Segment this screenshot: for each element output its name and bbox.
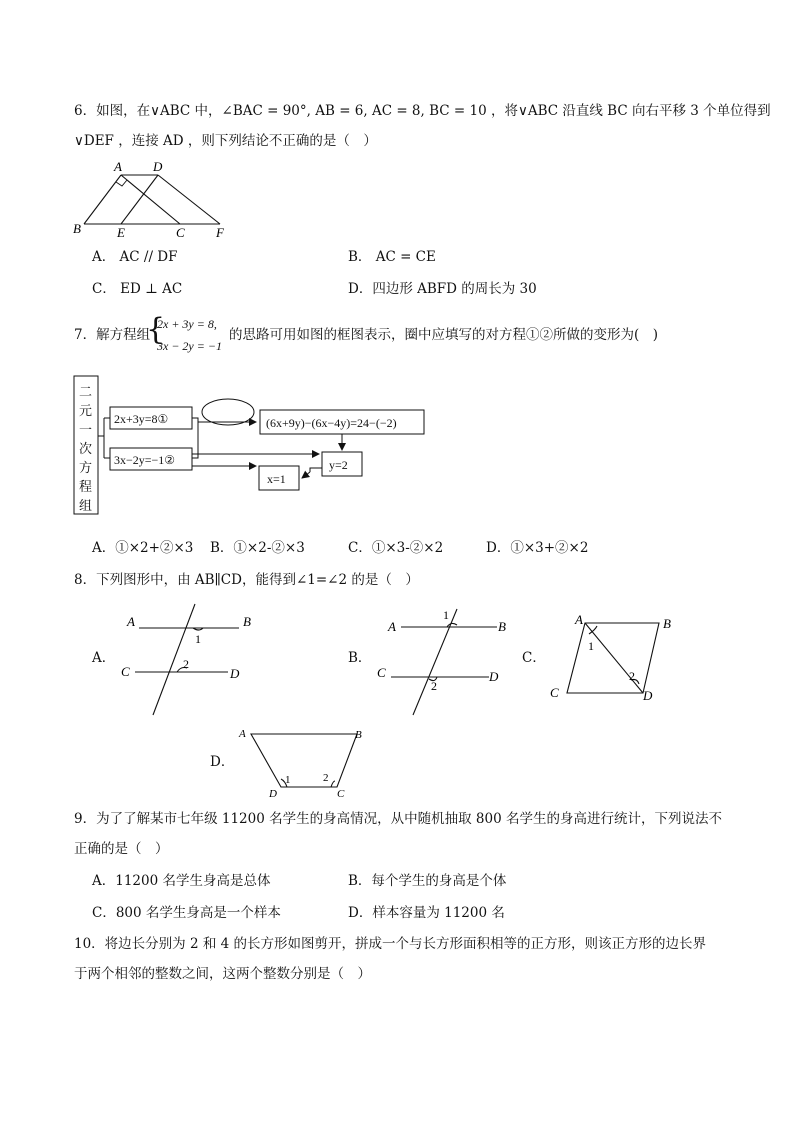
q7-suffix: 的思路可用如图的框图表示，圈中应填写的对方程①②所做的变形为( ) <box>229 327 659 343</box>
q8a-label-b: B <box>243 614 251 629</box>
q8b-angle-2: 2 <box>431 679 437 693</box>
q7-title-char-2: 元 <box>79 403 93 418</box>
q9-option-b: B．每个学生的身高是个体 <box>348 873 507 889</box>
q8c-label-c: C <box>550 685 559 700</box>
q8a-label-c: C <box>121 664 130 679</box>
q7-title-char-3: 一 <box>79 422 93 437</box>
q6-option-c: C． ED ⊥ AC <box>92 281 183 297</box>
q7-title-char-6: 程 <box>79 479 93 494</box>
q8b-label-a: A <box>388 619 396 634</box>
q8d-label-d: D <box>269 788 277 800</box>
q6-seg-ac <box>121 175 180 224</box>
q8-figure-b <box>373 605 523 717</box>
q7-flowchart <box>70 372 440 520</box>
q6-label-d: D <box>153 159 163 174</box>
q6-option-b: B． AC = CE <box>348 249 436 265</box>
q8-figure-d <box>235 725 370 800</box>
q7-title-char-5: 方 <box>79 460 93 475</box>
q8b-angle-1: 1 <box>443 608 449 622</box>
q8a-label-d: D <box>230 666 240 681</box>
q8a-angle-1: 1 <box>195 632 201 646</box>
q8a-angle-2: 2 <box>183 657 189 671</box>
q6-label-a: A <box>114 159 122 174</box>
q10-text-line1: 10．将边长分别为 2 和 4 的长方形如图剪开，拼成一个与长方形面积相等的正方形，则该正方形的边长界 <box>74 936 707 952</box>
q6-label-e: E <box>117 225 125 240</box>
q8-figure-a <box>115 600 255 720</box>
q8-text: 8．下列图形中，由 AB∥CD，能得到∠1=∠2 的是（ ） <box>74 572 419 588</box>
q6-seg-ab <box>84 175 121 224</box>
q8d-angle-1: 1 <box>285 774 291 786</box>
q6-seg-de <box>121 175 158 224</box>
q7-flow-combined: (6x+9y)−(6x−4y)=24−(−2) <box>266 416 397 430</box>
q8c-angle-2: 2 <box>629 669 635 683</box>
q7-eq1: 2x + 3y = 8, <box>157 317 217 331</box>
q7-flow-y: y=2 <box>329 458 348 472</box>
q7-eq2: 3x − 2y = −1 <box>157 339 222 353</box>
q8c-angle-1: 1 <box>588 639 594 653</box>
q7-title-char-1: 二 <box>79 384 93 399</box>
q6-label-c: C <box>176 225 185 240</box>
q9-text-line1: 9．为了了解某市七年级 11200 名学生的身高情况，从中随机抽取 800 名学生的身高进行统计，下列说法不 <box>74 811 722 827</box>
q8-option-d: D． <box>210 754 235 770</box>
q6-right-angle-mark <box>116 180 127 186</box>
q8a-label-a: A <box>127 614 135 629</box>
q8-option-a: A． <box>92 650 116 666</box>
q6-figure <box>70 158 240 240</box>
q8b-label-c: C <box>377 665 386 680</box>
q8d-label-c: C <box>337 788 345 800</box>
q7-blank-circle <box>202 399 254 425</box>
q7-option-b: B．①×2-②×3 <box>210 540 305 556</box>
q7-title-char-4: 次 <box>79 441 93 456</box>
q8c-label-d: D <box>643 688 653 703</box>
q8b-label-b: B <box>498 619 506 634</box>
q6-option-a: A． AC // DF <box>92 249 178 265</box>
q9-option-d: D．样本容量为 11200 名 <box>348 905 505 921</box>
q6-label-f: F <box>216 225 224 240</box>
q7-brace: { <box>146 312 166 347</box>
q7-flow-x: x=1 <box>267 472 286 486</box>
q7-title-char-7: 组 <box>79 498 93 513</box>
q8c-label-b: B <box>663 616 671 631</box>
q9-option-c: C．800 名学生身高是一个样本 <box>92 905 281 921</box>
q8-option-c: C． <box>522 650 546 666</box>
q6-label-b: B <box>73 221 81 236</box>
q10-text-line2: 于两个相邻的整数之间，这两个整数分别是（ ） <box>74 966 371 982</box>
q7-flow-eq2: 3x−2y=−1② <box>114 453 176 467</box>
q7-option-d: D．①×3+②×2 <box>486 540 589 556</box>
q9-option-a: A．11200 名学生身高是总体 <box>92 873 271 889</box>
q8d-label-b: B <box>355 729 362 741</box>
q8d-label-a: A <box>239 728 246 740</box>
q7-option-a: A．①×2+②×3 <box>92 540 194 556</box>
q6-seg-df <box>158 175 220 224</box>
q6-text-line2: ∨DEF ，连接 AD ，则下列结论不正确的是（ ） <box>74 133 377 149</box>
q8d-angle-2: 2 <box>323 772 329 784</box>
q8-option-b: B． <box>348 650 372 666</box>
q8c-label-a: A <box>575 612 583 627</box>
q7-option-c: C．①×3-②×2 <box>348 540 444 556</box>
q8b-label-d: D <box>489 669 499 684</box>
q7-flow-eq1: 2x+3y=8① <box>114 412 169 426</box>
q6-option-d: D．四边形 ABFD 的周长为 30 <box>348 281 537 297</box>
q8-figure-c <box>545 610 680 705</box>
q7-prefix: 7．解方程组 <box>74 327 151 343</box>
q6-text-line1: 6．如图，在∨ABC 中，∠BAC = 90°, AB = 6, AC = 8, BC = 10 ，将∨ABC 沿直线 BC 向右平移 3 个单位得到 <box>74 103 771 119</box>
q9-text-line2: 正确的是（ ） <box>74 841 169 857</box>
